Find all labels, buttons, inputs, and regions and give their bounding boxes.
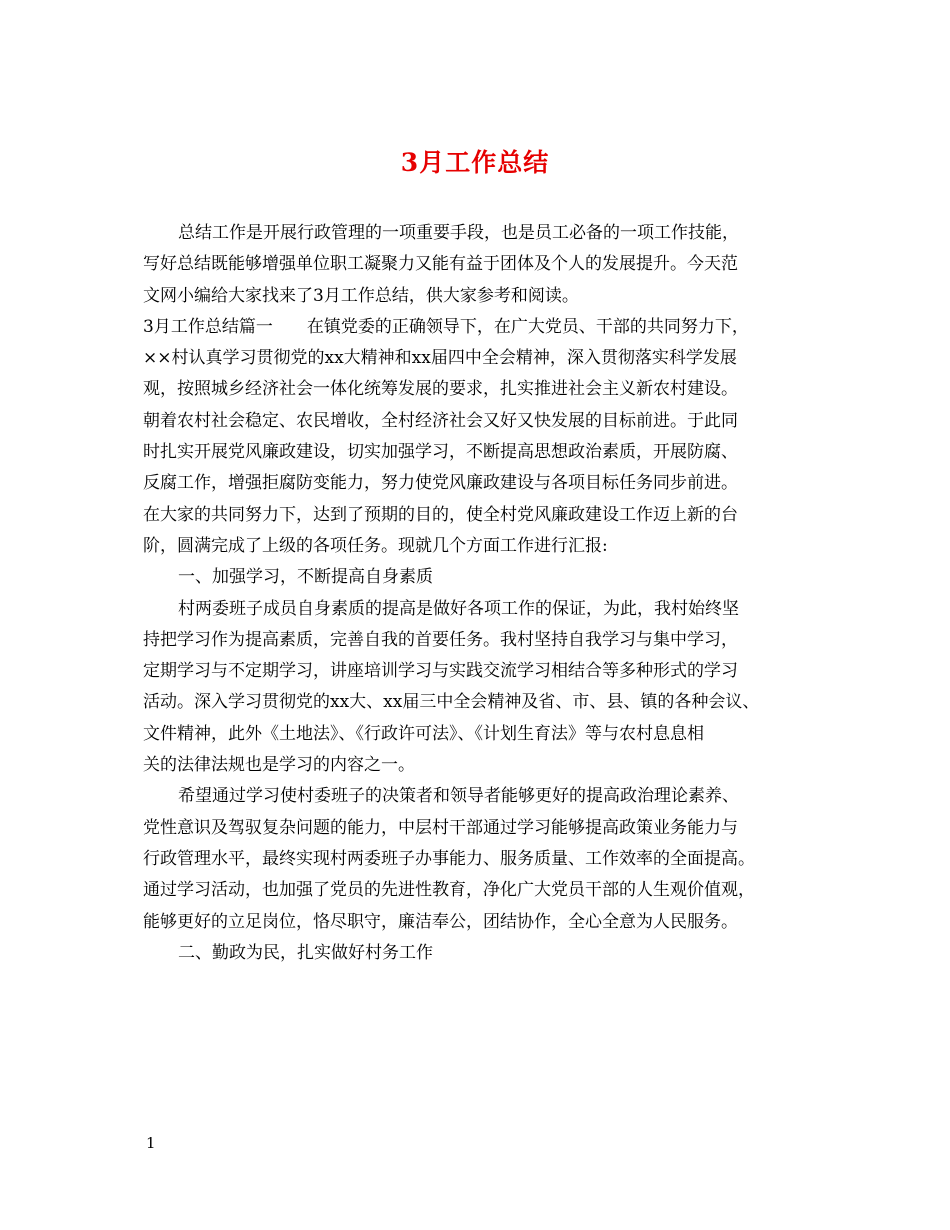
paragraph-line: 通过学习活动，也加强了党员的先进性教育，净化广大党员干部的人生观价值观， [143, 880, 755, 901]
paragraph-line: 希望通过学习使村委班子的决策者和领导者能够更好的提高政治理论素养、 [178, 786, 739, 807]
paragraph-line: 活动。深入学习贯彻党的xx大、xx届三中全会精神及省、市、县、镇的各种会议、 [143, 692, 760, 713]
paragraph-line: 持把学习作为提高素质，完善自我的首要任务。我村坚持自我学习与集中学习， [143, 629, 738, 650]
paragraph-line: 总结工作是开展行政管理的一项重要手段，也是员工必备的一项工作技能， [178, 223, 739, 243]
document-body [143, 218, 815, 969]
paragraph-line: 村两委班子成员自身素质的提高是做好各项工作的保证，为此，我村始终坚 [178, 598, 739, 619]
paragraph-line: 关的法律法规也是学习的内容之一。 [143, 755, 415, 776]
section-heading: 一、加强学习，不断提高自身素质 [178, 567, 433, 588]
paragraph-line: 3月工作总结篇一 在镇党委的正确领导下，在广大党员、干部的共同努力下， [143, 316, 749, 337]
paragraph-line: 反腐工作，增强拒腐防变能力，努力使党风廉政建设与各项目标任务同步前进。 [143, 473, 738, 494]
paragraph-line: 朝着农村社会稳定、农民增收，全村经济社会又好又快发展的目标前进。于此同 [143, 410, 738, 431]
paragraph-line: 在大家的共同努力下，达到了预期的目的，使全村党风廉政建设工作迈上新的台 [143, 504, 738, 525]
paragraph-line: 能够更好的立足岗位，恪尽职守，廉洁奉公，团结协作，全心全意为人民服务。 [143, 911, 738, 932]
paragraph-line: 时扎实开展党风廉政建设，切实加强学习，不断提高思想政治素质，开展防腐、 [143, 442, 738, 463]
paragraph-line: 写好总结既能够增强单位职工凝聚力又能有益于团体及个人的发展提升。今天范 [143, 254, 738, 275]
paragraph-line: 文网小编给大家找来了3月工作总结，供大家参考和阅读。 [143, 285, 579, 306]
paragraph-line: ××村认真学习贯彻党的xx大精神和xx届四中全会精神，深入贯彻落实科学发展 [143, 348, 737, 369]
paragraph-line: 定期学习与不定期学习，讲座培训学习与实践交流学习相结合等多种形式的学习 [143, 661, 738, 682]
paragraph-line: 行政管理水平，最终实现村两委班子办事能力、服务质量、工作效率的全面提高。 [143, 848, 755, 869]
paragraph-line: 文件精神，此外《土地法》、《行政许可法》、《计划生育法》等与农村息息相 [143, 723, 704, 744]
section-heading: 二、勤政为民，扎实做好村务工作 [178, 942, 433, 963]
paragraph-line: 阶，圆满完成了上级的各项任务。现就几个方面工作进行汇报: [143, 535, 608, 556]
document-title: 3月工作总结 [400, 148, 550, 177]
paragraph-line: 观，按照城乡经济社会一体化统筹发展的要求，扎实推进社会主义新农村建设。 [143, 379, 738, 400]
page-number: 1 [146, 1134, 156, 1152]
paragraph-line: 党性意识及驾驭复杂问题的能力，中层村干部通过学习能够提高政策业务能力与 [143, 817, 738, 838]
